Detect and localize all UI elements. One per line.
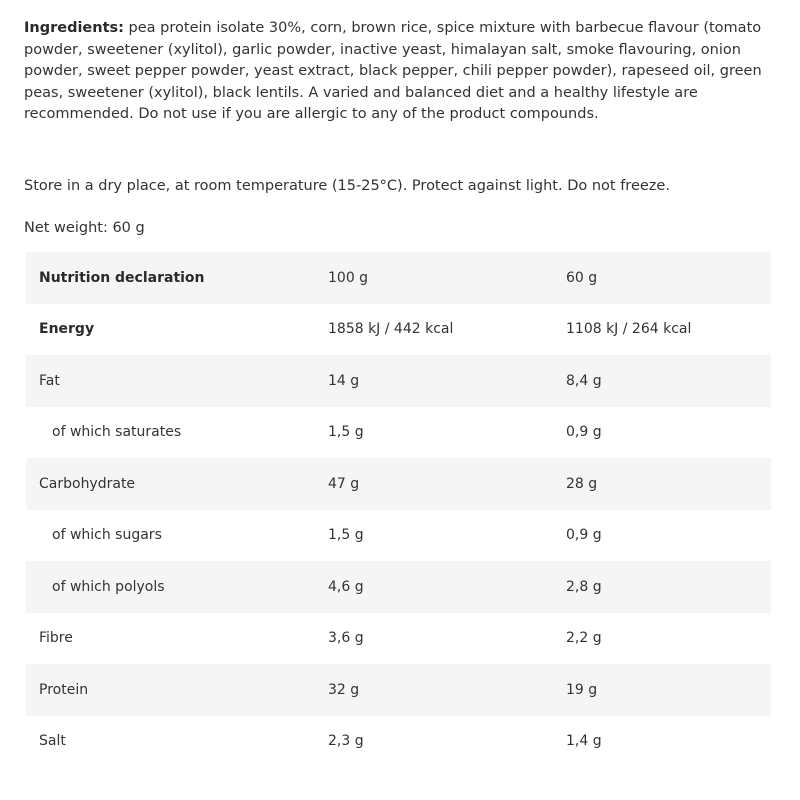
row-per60: 1108 kJ / 264 kcal <box>566 321 692 338</box>
table-row-fat <box>26 355 771 407</box>
header-60g: 60 g <box>566 252 771 304</box>
row-name: Salt <box>39 733 66 750</box>
table-row-carbohydrate <box>26 458 771 510</box>
table-header-row <box>26 252 771 304</box>
row-name: Carbohydrate <box>26 458 328 510</box>
row-name: Fibre <box>39 630 73 647</box>
product-info <box>24 18 776 750</box>
row-per100: 2,3 g <box>328 733 364 750</box>
row-name: Energy <box>39 321 95 338</box>
table-row-saturates <box>26 407 771 459</box>
row-per100: 14 g <box>328 355 566 407</box>
table-row-polyols <box>26 561 771 613</box>
row-per100: 1858 kJ / 442 kcal <box>328 321 454 338</box>
row-name: Fat <box>26 355 328 407</box>
row-per100: 1,5 g <box>328 424 364 441</box>
table-row-energy <box>26 304 771 356</box>
row-per60: 2,2 g <box>566 630 602 647</box>
row-per60: 2,8 g <box>566 561 771 613</box>
row-per100: 1,5 g <box>328 527 364 544</box>
ingredients-text <box>24 18 776 126</box>
row-per60: 28 g <box>566 458 771 510</box>
row-name: of which sugars <box>52 527 162 544</box>
row-per60: 0,9 g <box>566 424 602 441</box>
net-weight: Net weight: 60 g <box>24 220 145 236</box>
table-row-salt <box>26 716 771 768</box>
row-per60: 1,4 g <box>566 733 602 750</box>
row-per100: 3,6 g <box>328 630 364 647</box>
row-name: of which polyols <box>26 561 328 613</box>
row-per60: 0,9 g <box>566 527 602 544</box>
row-per60: 8,4 g <box>566 355 771 407</box>
table-row-fibre <box>26 613 771 665</box>
row-name: Protein <box>26 664 328 716</box>
ingredients-label: Ingredients: <box>24 20 124 36</box>
row-per100: 32 g <box>328 664 566 716</box>
header-100g: 100 g <box>328 252 566 304</box>
ingredients-list: pea protein isolate 30%, corn, brown rice, spice mixture with barbecue flavour (tomato powder, sweetener (xylitol), garlic powder, inactive yeast, himalayan salt, smoke flavouring, onion powder, sweet pepper powder, yeast extract, black pepper, chili pepper powder), rapeseed oil, green peas, sweetener (xylitol), black lentils. A varied and balanced diet and a healthy lifestyle are recommended. Do not use if you are allergic to any of the product compounds. <box>24 20 762 122</box>
row-name: of which saturates <box>52 424 182 441</box>
row-per100: 47 g <box>328 458 566 510</box>
table-row-sugars <box>26 510 771 562</box>
storage-instructions: Store in a dry place, at room temperature (15-25°C). Protect against light. Do not freeze. <box>24 178 670 194</box>
nutrition-table <box>26 252 771 767</box>
row-per60: 19 g <box>566 664 771 716</box>
table-row-protein <box>26 664 771 716</box>
row-per100: 4,6 g <box>328 561 566 613</box>
header-nutrition-declaration: Nutrition declaration <box>26 252 328 304</box>
